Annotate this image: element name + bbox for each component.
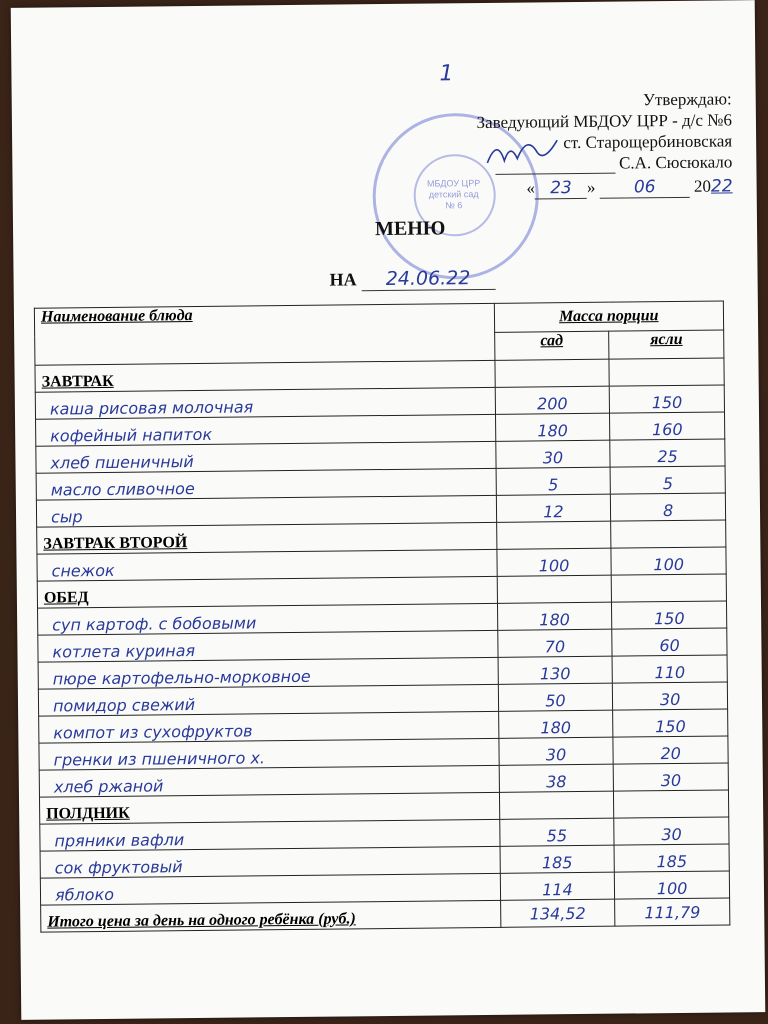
- portion-garden: 12: [496, 494, 611, 522]
- dish-name: сыр: [36, 495, 496, 527]
- empty-cell: [609, 358, 724, 386]
- page-number: 1: [439, 61, 454, 87]
- signature-line: [495, 159, 615, 175]
- portion-garden: 180: [498, 710, 613, 738]
- portion-garden: 130: [498, 656, 613, 684]
- menu-date: 24.06.22: [361, 267, 495, 291]
- total-garden: 134,52: [500, 899, 615, 927]
- portion-nursery: 5: [610, 466, 725, 494]
- portion-nursery: 30: [613, 682, 728, 710]
- menu-date-label: НА: [329, 269, 357, 290]
- approval-date: « 23 » 06 2022: [526, 176, 733, 199]
- menu-table: [34, 300, 731, 932]
- empty-cell: [495, 359, 610, 387]
- page-title: МЕНЮ: [374, 217, 446, 241]
- section-title: ЗАВТРАК: [35, 360, 495, 392]
- dish-name: яблоко: [40, 873, 500, 905]
- portion-nursery: 150: [610, 385, 725, 413]
- portion-garden: 5: [496, 467, 611, 495]
- portion-nursery: 30: [613, 763, 728, 791]
- approval-block: [476, 88, 732, 175]
- dish-name: кофейный напиток: [36, 414, 496, 446]
- column-header-dish: Наименование блюда: [34, 303, 494, 365]
- dish-name: каша рисовая молочная: [35, 387, 495, 419]
- portion-nursery: 100: [615, 871, 730, 899]
- total-label: Итого цена за день на одного ребёнка (руб.): [41, 900, 501, 932]
- portion-garden: 70: [497, 629, 612, 657]
- section-title: ЗАВТРАК ВТОРОЙ: [37, 522, 497, 554]
- dish-name: снежок: [37, 549, 497, 581]
- dish-name: масло сливочное: [36, 468, 496, 500]
- portion-nursery: 30: [614, 817, 729, 845]
- portion-garden: 30: [495, 440, 610, 468]
- portion-garden: 180: [497, 602, 612, 630]
- empty-cell: [611, 520, 726, 548]
- portion-nursery: 160: [610, 412, 725, 440]
- empty-cell: [499, 791, 614, 819]
- portion-nursery: 110: [612, 655, 727, 683]
- approval-line-3: ст. Старощербиновская: [563, 131, 733, 153]
- portion-nursery: 150: [613, 709, 728, 737]
- dish-name: пряники вафли: [40, 819, 500, 851]
- approval-date-month: 06: [600, 177, 690, 199]
- approval-date-day: 23: [535, 178, 587, 200]
- portion-nursery: 60: [612, 628, 727, 656]
- menu-sheet: [11, 0, 766, 1020]
- portion-garden: 100: [497, 548, 612, 576]
- portion-nursery: 185: [614, 844, 729, 872]
- column-header-garden: сад: [494, 331, 609, 361]
- portion-garden: 55: [499, 818, 614, 846]
- portion-garden: 185: [500, 845, 615, 873]
- total-nursery: 111,79: [615, 898, 730, 926]
- portion-garden: 38: [499, 764, 614, 792]
- empty-cell: [497, 575, 612, 603]
- section-title: ОБЕД: [37, 576, 497, 608]
- portion-nursery: 100: [611, 547, 726, 575]
- approval-date-year-prefix: 20: [693, 176, 712, 196]
- empty-cell: [614, 790, 729, 818]
- portion-garden: 30: [499, 737, 614, 765]
- dish-name: сок фруктовый: [40, 846, 500, 878]
- dish-name: пюре картофельно-морковное: [38, 657, 498, 689]
- column-header-mass: Масса порции: [494, 301, 724, 332]
- approval-line-2: Заведующий МБДОУ ЦРР - д/с №6: [476, 110, 733, 133]
- portion-nursery: 8: [611, 493, 726, 521]
- approval-line-1: Утверждаю:: [642, 89, 732, 110]
- portion-nursery: 150: [612, 601, 727, 629]
- dish-name: хлеб ржаной: [39, 765, 499, 797]
- portion-garden: 180: [495, 413, 610, 441]
- portion-garden: 114: [500, 872, 615, 900]
- column-header-nursery: ясли: [609, 329, 724, 359]
- section-title: ПОЛДНИК: [39, 792, 499, 824]
- menu-date-line: [329, 267, 495, 292]
- dish-name: компот из сухофруктов: [39, 711, 499, 743]
- dish-name: хлеб пшеничный: [36, 441, 496, 473]
- dish-name: гренки из пшеничного х.: [39, 738, 499, 770]
- dish-name: суп картоф. с бобовыми: [38, 603, 498, 635]
- portion-garden: 200: [495, 386, 610, 414]
- approval-date-year-suffix: 22: [710, 176, 733, 197]
- empty-cell: [496, 521, 611, 549]
- portion-garden: 50: [498, 683, 613, 711]
- portion-nursery: 20: [613, 736, 728, 764]
- stamp-text: МБДОУ ЦРР детский сад № 6: [426, 178, 481, 211]
- dish-name: помидор свежий: [38, 684, 498, 716]
- approval-signer: С.А. Сюсюкало: [477, 151, 733, 175]
- portion-nursery: 25: [610, 439, 725, 467]
- empty-cell: [612, 574, 727, 602]
- dish-name: котлета куриная: [38, 630, 498, 662]
